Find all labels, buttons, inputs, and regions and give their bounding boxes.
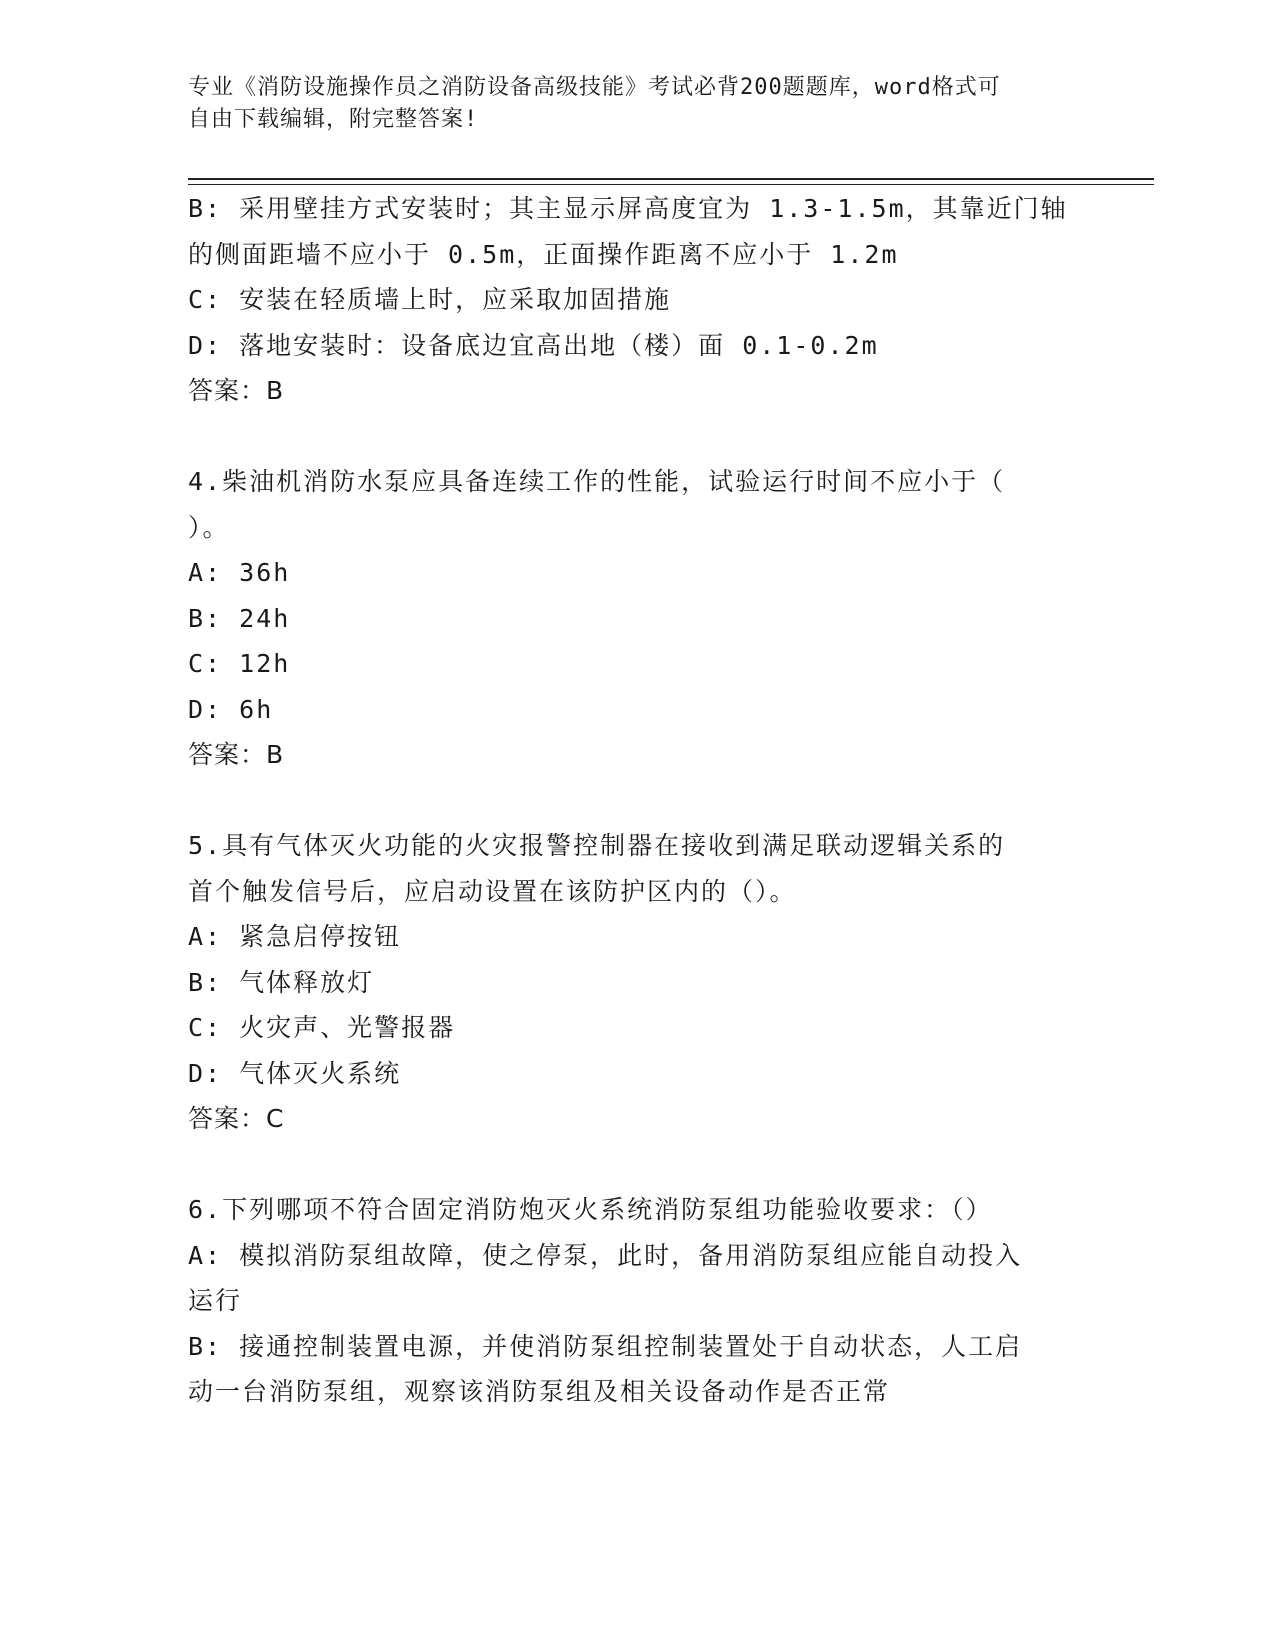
header-line-1: 专业《消防设施操作员之消防设备高级技能》考试必背200题题库，word格式可 [188,75,1001,100]
option-b-line-1: B: 采用壁挂方式安装时；其主显示屏高度宜为 1.3-1.5m，其靠近门轴 [188,194,1068,223]
header-line-2: 自由下载编辑，附完整答案! [188,107,479,132]
option-c: C: 12h [188,649,291,678]
question-list [188,186,1088,1415]
question-5 [188,823,1088,1142]
question-6 [188,1187,1088,1415]
option-d: D: 6h [188,694,274,724]
option-d: D: 落地安装时：设备底边宜高出地（楼）面 0.1-0.2m [188,330,879,360]
header-divider-thick [188,178,1154,180]
option-a: A: 紧急启停按钮 [188,922,402,951]
spacer [188,778,1088,824]
question-stem-line-1: 4.柴油机消防水泵应具备连续工作的性能，试验运行时间不应小于（ [188,467,1006,496]
option-d: D: 气体灭火系统 [188,1058,402,1088]
question-stem-line-2: ）。 [188,512,230,542]
option-c: C: 火灾声、光警报器 [188,1013,456,1042]
option-a-line-1: A: 模拟消防泵组故障，使之停泵，此时，备用消防泵组应能自动投入 [188,1240,1023,1270]
header-divider-thin [188,184,1154,185]
option-b: B: 气体释放灯 [188,967,375,997]
answer: 答案：B [188,740,285,769]
spacer [188,1142,1088,1188]
answer: 答案：C [188,1104,285,1133]
spacer [188,414,1088,460]
document-header [188,72,1068,136]
question-stem: 6.下列哪项不符合固定消防炮灭火系统消防泵组功能验收要求：（） [188,1195,993,1224]
option-b-line-2: 动一台消防泵组，观察该消防泵组及相关设备动作是否正常 [188,1377,891,1406]
option-c: C: 安装在轻质墙上时，应采取加固措施 [188,285,672,314]
option-b: B: 24h [188,603,291,633]
question-stem-line-1: 5.具有气体灭火功能的火灾报警控制器在接收到满足联动逻辑关系的 [188,831,1006,860]
question-4 [188,459,1088,778]
question-3 [188,186,1088,414]
question-stem-line-2: 首个触发信号后，应启动设置在该防护区内的（）。 [188,876,797,906]
option-a: A: 36h [188,558,291,587]
option-a-line-2: 运行 [188,1286,243,1315]
answer: 答案：B [188,376,285,405]
option-b-line-1: B: 接通控制装置电源，并使消防泵组控制装置处于自动状态，人工启 [188,1331,1023,1361]
option-b-line-2: 的侧面距墙不应小于 0.5m，正面操作距离不应小于 1.2m [188,239,899,269]
